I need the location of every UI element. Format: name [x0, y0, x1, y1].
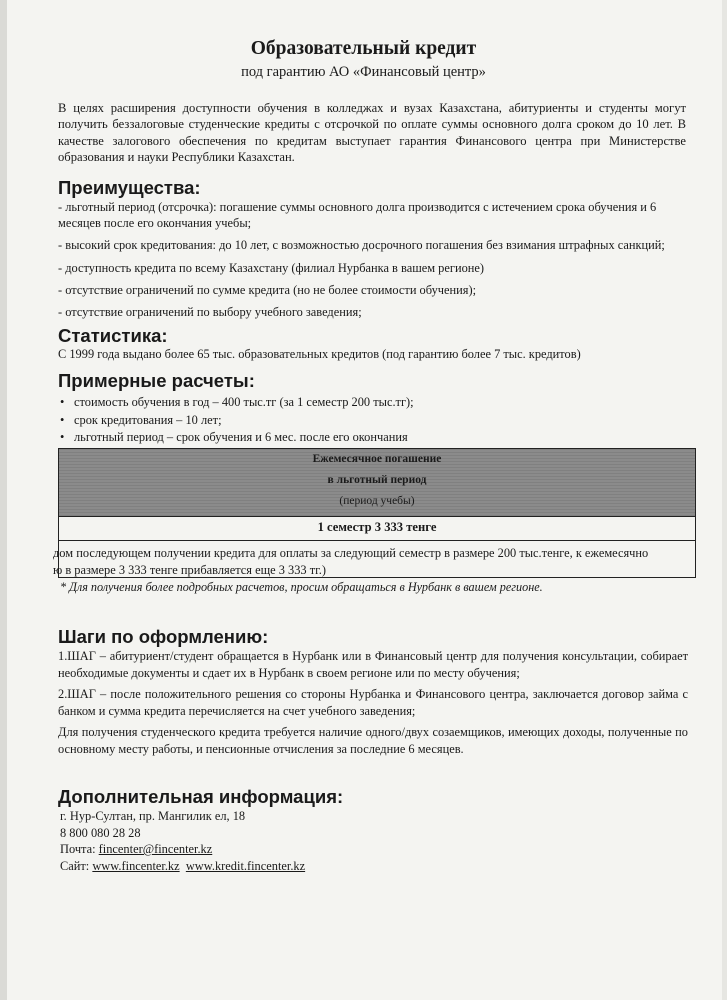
scan-edge-left: [0, 0, 7, 1000]
step-one: 1.ШАГ – абитуриент/студент обращается в Нурбанк или в Финансовый центр для получения консультации, собирает необходимые документы и сдает их в Нурбанк в своем регионе или по месту обучения;: [58, 649, 688, 680]
calculation-bullet: • льготный период – срок обучения и 6 мес. после его окончания: [58, 429, 698, 447]
requirements-text: Для получения студенческого кредита требуется наличие одного/двух созаемщиков, имеющих доходы, полученные по основному месту работы, и пенсионные отчисления за последние 6 месяцев.: [58, 725, 688, 756]
payment-note: [53, 541, 695, 578]
site-label: Сайт:: [60, 858, 93, 873]
table-header-line: в льготный период: [327, 474, 427, 486]
advantage-item: - льготный период (отсрочка): погашение суммы основного долга производится с истечением срока обучения и 6 месяцев после его окончания учебы;: [58, 200, 657, 230]
contact-site-row: [60, 858, 305, 875]
contact-phone: 8 800 080 28 28: [60, 825, 141, 840]
step-two: 2.ШАГ – после положительного решения со стороны Нурбанка и Финансового центра, заключается договор займа с банком и сумма кредита перечисляется на счет учебного заведения;: [58, 687, 688, 718]
table-header-line: (период учебы): [339, 495, 415, 507]
info-heading: Дополнительная информация:: [58, 786, 344, 807]
advantages-heading: Преимущества:: [58, 177, 201, 198]
calculation-bullet: • срок кредитования – 10 лет;: [58, 412, 698, 430]
payment-note-line: ю в размере 3 333 тенге прибавляется еще 3 333 тг.): [53, 562, 327, 577]
contact-block: [60, 808, 305, 874]
table-header-line: Ежемесячное погашение: [312, 453, 442, 465]
site-link[interactable]: www.fincenter.kz: [92, 858, 180, 873]
payment-note-line: дом последующем получении кредита для оплаты за следующий семестр в размере 200 тыс.тенге, к ежемесячно: [53, 546, 649, 560]
email-link[interactable]: fincenter@fincenter.kz: [98, 842, 213, 857]
page-title: Образовательный кредит: [250, 38, 477, 59]
calculation-list: [58, 394, 698, 447]
email-label: Почта:: [60, 842, 99, 857]
advantage-item: - высокий срок кредитования: до 10 лет, с возможностью досрочного погашения без взимания штрафных санкций;: [58, 238, 665, 252]
advantage-item: - доступность кредита по всему Казахстану (филиал Нурбанка в вашем регионе): [58, 261, 485, 275]
steps-heading: Шаги по оформлению:: [58, 626, 269, 647]
advantage-item: - отсутствие ограничений по выбору учебного заведения;: [58, 305, 362, 319]
scan-edge-right: [722, 0, 727, 1000]
statistics-heading: Статистика:: [58, 325, 168, 346]
payment-table-header: [59, 449, 695, 517]
page-subtitle: под гарантию АО «Финансовый центр»: [241, 64, 486, 80]
advantage-item: - отсутствие ограничений по сумме кредита (но не более стоимости обучения);: [58, 283, 477, 297]
calculations-heading: Примерные расчеты:: [58, 370, 255, 391]
intro-paragraph: В целях расширения доступности обучения в колледжах и вузах Казахстана, абитуриенты и студенты могут получить беззалоговые студенческие кредиты с отсрочкой по оплате суммы основного долга сроком до 10 лет. В качестве залогового обеспечения по кредитам выступает гарантия Финансового центра при Министерстве образования и науки Республики Казахстан.: [58, 101, 686, 164]
contact-email-row: [60, 841, 305, 858]
calculation-footnote: * Для получения более подробных расчетов, просим обращаться в Нурбанк в вашем регионе.: [60, 580, 543, 594]
site-link[interactable]: www.kredit.fincenter.kz: [185, 858, 306, 873]
payment-table: [53, 448, 696, 578]
calculation-bullet: • стоимость обучения в год – 400 тыс.тг (за 1 семестр 200 тыс.тг);: [58, 394, 698, 412]
contact-address: г. Нур-Султан, пр. Мангилик ел, 18: [60, 809, 246, 823]
statistics-text: С 1999 года выдано более 65 тыс. образовательных кредитов (под гарантию более 7 тыс. кредитов): [58, 347, 581, 361]
payment-value: 1 семестр 3 333 тенге: [59, 517, 695, 541]
